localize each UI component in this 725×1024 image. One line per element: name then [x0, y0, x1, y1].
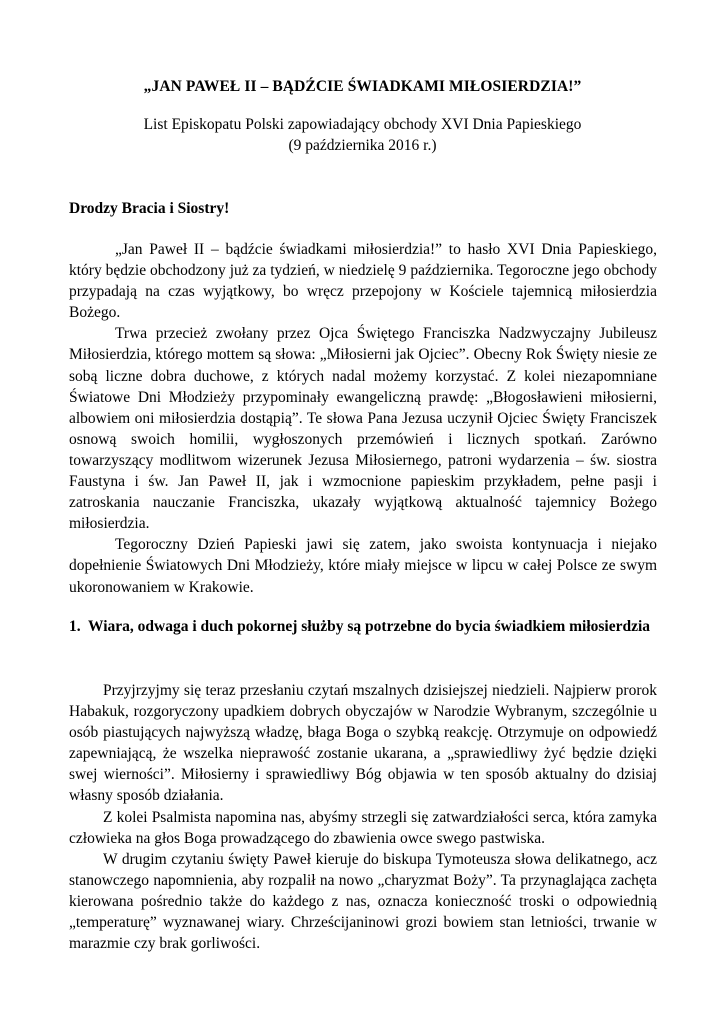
intro-paragraph-2: Trwa przecież zwołany przez Ojca Świętego Franciszka Nadzwyczajny Jubileusz Miłosierdzia, którego mottem są słowa: „Miłosierni jak Ojciec”. Obecny Rok Święty niesie ze sobą liczne dobra duchowe, z których nadal możemy korzystać. Z kolei niezapomniane Światowe Dni Młodzieży przypominały ewangeliczną prawdę: „Błogosławieni miłosierni, albowiem oni miłosierdzia dostąpią”. Te słowa Pana Jezusa uczynił Ojciec Święty Franciszek osnową swoich homilii, wygłoszonych przemówień i licznych spotkań. Zarówno towarzyszący modlitwom wizerunek Jezusa Miłosiernego, patroni wydarzenia – św. siostra Faustyna i św. Jan Paweł II, jak i wzmocnione papieskim przykładem, pełne pasji i zatroskania nauczanie Franciszka, ukazały wyjątkową aktualność tajemnicy Bożego miłosierdzia. [69, 325, 657, 533]
section-1-paragraph-3: W drugim czytaniu święty Paweł kieruje do biskupa Tymoteusza słowa delikatnego, acz stanowczego napomnienia, aby rozpalił na nowo „charyzmat Boży”. Ta przynaglająca zachęta kierowana pośrednio także do każdego z nas, oznacza konieczność troski o odpowiednią „temperaturę” wyznawanej wiary. Chrześcijaninowi grozi bowiem stan letniości, trwanie w marazmie czy brak gorliwości. [69, 850, 657, 953]
section-1-body [69, 680, 657, 954]
subtitle-line-1: List Episkopatu Polski zapowiadający obchody XVI Dnia Papieskiego [143, 116, 582, 133]
section-1-paragraph-2: Z kolei Psalmista napomina nas, abyśmy strzegli się zatwardziałości serca, która zamyka człowieka na głos Boga prowadzącego do zbawienia owce swego pastwiska. [69, 808, 657, 847]
intro-paragraph-3: Tegoroczny Dzień Papieski jawi się zatem, jako swoista kontynuacja i niejako dopełnienie Światowych Dni Młodzieży, które miały miejsce w lipcu w całej Polsce ze swym ukoronowaniem w Krakowie. [69, 536, 657, 596]
section-1-number: 1. [69, 618, 81, 635]
section-1-heading-text: Wiara, odwaga i duch pokornej służby są potrzebne do bycia świadkiem miłosierdzia [88, 618, 651, 635]
intro-section [69, 239, 657, 598]
salutation: Drodzy Bracia i Siostry! [69, 200, 230, 217]
document-subtitle [0, 114, 725, 156]
intro-paragraph-1: „Jan Paweł II – bądźcie świadkami miłosierdzia!” to hasło XVI Dnia Papieskiego, który będzie obchodzony już za tydzień, w niedzielę 9 października. Tegoroczne jego obchody przypadają na czas wyjątkowy, bo wręcz przepojony w Kościele tajemnicą miłosierdzia Bożego. [69, 241, 657, 322]
subtitle-line-2: (9 października 2016 r.) [288, 137, 437, 154]
section-1-paragraph-1: Przyjrzyjmy się teraz przesłaniu czytań mszalnych dzisiejszej niedzieli. Najpierw prorok Habakuk, rozgoryczony upadkiem dobrych obyczajów w Narodzie Wybranym, szczególnie u osób piastujących najwyższą władzę, błaga Boga o szybką reakcję. Otrzymuje on odpowiedź zapewniającą, że wszelka nieprawość zostanie ukarana, a „sprawiedliwy żyć będzie dzięki swej wierności”. Miłosierny i sprawiedliwy Bóg objawia w ten sposób aktualny do dzisiaj własny sposób działania. [69, 682, 657, 805]
document-title: „JAN PAWEŁ II – BĄDŹCIE ŚWIADKAMI MIŁOSIERDZIA!” [143, 78, 582, 95]
section-1-heading [69, 616, 657, 637]
